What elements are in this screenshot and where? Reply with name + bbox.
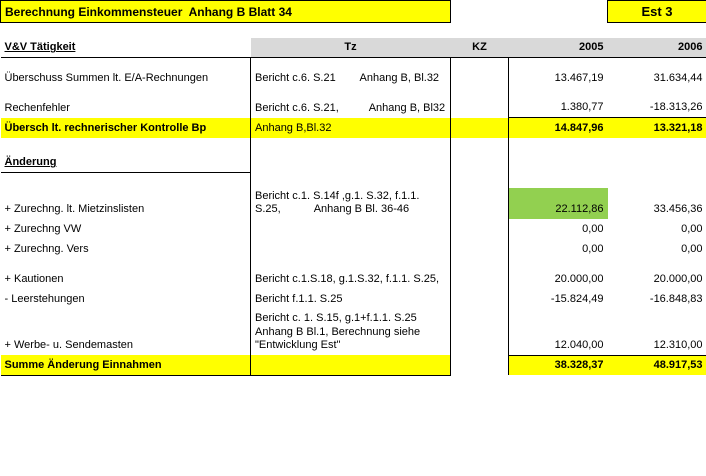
form-code: Est 3 xyxy=(608,1,706,23)
row-kz xyxy=(451,289,509,309)
row-value-2006: 0,00 xyxy=(681,223,703,236)
row-tz: Bericht f.1.1. S.25 xyxy=(251,289,451,309)
header-kz: KZ xyxy=(451,38,509,58)
title-row xyxy=(1,1,706,23)
header-year-2006: 2006 xyxy=(608,38,706,58)
spacer-cell xyxy=(251,138,451,153)
table-row xyxy=(1,88,706,118)
section-heading-kz xyxy=(451,153,509,173)
row-kz xyxy=(451,118,509,138)
row-label: Übersch lt. rechnerischer Kontrolle Bp xyxy=(1,118,251,138)
row-kz xyxy=(451,239,509,259)
spacer-cell xyxy=(251,23,451,38)
row-value-2006: 0,00 xyxy=(681,243,703,256)
row-value-2005: 0,00 xyxy=(582,223,604,236)
table-row-total xyxy=(1,355,706,375)
row-value-2005: 38.328,37 xyxy=(509,355,608,375)
row-label: + Werbe- u. Sendemasten xyxy=(4,339,134,352)
document-title: Berechnung Einkommensteuer Anhang B Blatt 34 xyxy=(1,1,451,23)
table-row xyxy=(1,58,706,88)
row-value-2006: 20.000,00 xyxy=(653,273,703,286)
row-label: + Zurechng. lt. Mietzinslisten xyxy=(4,203,145,216)
section-heading-row xyxy=(1,153,706,173)
row-value-2006: 33.456,36 xyxy=(653,203,703,216)
spacer-row-3 xyxy=(1,173,706,188)
table-row-total xyxy=(1,118,706,138)
table-row xyxy=(1,289,706,309)
row-label: Summe Änderung Einnahmen xyxy=(1,355,251,375)
row-value-2005: -15.824,49 xyxy=(550,293,604,306)
spacer-row-2 xyxy=(1,138,706,153)
row-tz xyxy=(251,219,451,239)
section-heading-y2 xyxy=(608,153,706,173)
row-label: - Leerstehungen xyxy=(4,293,85,306)
row-label: Überschuss Summen lt. E/A-Rechnungen xyxy=(4,71,209,84)
row-kz xyxy=(451,309,509,355)
table-row xyxy=(1,259,706,289)
row-label: + Zurechng VW xyxy=(4,223,82,236)
table-row xyxy=(1,219,706,239)
table-row xyxy=(1,309,706,355)
spacer-cell xyxy=(509,173,608,188)
row-value-2005: 13.467,19 xyxy=(554,71,604,84)
spacer-row-1 xyxy=(1,23,706,38)
title-spacer-y1 xyxy=(509,1,608,23)
row-value-2005: 22.112,86 xyxy=(509,188,608,220)
header-section: V&V Tätigkeit xyxy=(1,38,251,58)
row-value-2006: 48.917,53 xyxy=(608,355,706,375)
table-row xyxy=(1,188,706,220)
spacer-cell xyxy=(451,23,509,38)
spacer-cell xyxy=(608,173,706,188)
spacer-cell xyxy=(1,138,251,153)
table-row xyxy=(1,239,706,259)
row-label: Rechenfehler xyxy=(4,101,70,114)
row-tz: Bericht c.6. S.21, Anhang B, Bl32 xyxy=(251,88,451,118)
row-kz xyxy=(451,188,509,220)
spacer-cell xyxy=(251,173,451,188)
row-kz xyxy=(451,219,509,239)
row-value-2006: 12.310,00 xyxy=(608,309,706,355)
row-kz xyxy=(451,58,509,88)
column-header-row xyxy=(1,38,706,58)
row-value-2005: 14.847,96 xyxy=(509,118,608,138)
spacer-cell xyxy=(509,138,608,153)
row-value-2006: 13.321,18 xyxy=(608,118,706,138)
row-value-2006: -18.313,26 xyxy=(608,88,706,118)
spacer-cell xyxy=(509,23,608,38)
row-tz: Bericht c. 1. S.15, g.1+f.1.1. S.25 Anhang B Bl.1, Berechnung siehe "Entwicklung Est" xyxy=(251,309,451,355)
row-label: + Kautionen xyxy=(4,273,64,286)
spacer-cell xyxy=(608,138,706,153)
row-tz: Bericht c.6. S.21 Anhang B, Bl.32 xyxy=(251,58,451,88)
row-tz: Bericht c.1.S.18, g.1.S.32, f.1.1. S.25, xyxy=(251,259,451,289)
row-value-2005: 0,00 xyxy=(582,243,604,256)
row-value-2005: 20.000,00 xyxy=(554,273,604,286)
row-kz xyxy=(451,88,509,118)
spacer-cell xyxy=(451,138,509,153)
row-value-2006: -16.848,83 xyxy=(649,293,703,306)
row-label: + Zurechng. Vers xyxy=(4,243,89,256)
row-tz xyxy=(251,239,451,259)
spacer-cell xyxy=(451,173,509,188)
section-heading-aenderung: Änderung xyxy=(1,153,251,173)
row-tz xyxy=(251,355,451,375)
row-value-2006: 31.634,44 xyxy=(653,71,703,84)
row-value-2005: 1.380,77 xyxy=(509,88,608,118)
header-year-2005: 2005 xyxy=(509,38,608,58)
title-spacer-kz xyxy=(451,1,509,23)
row-value-2005: 12.040,00 xyxy=(509,309,608,355)
section-heading-tz xyxy=(251,153,451,173)
row-tz: Anhang B,Bl.32 xyxy=(251,118,451,138)
spacer-cell xyxy=(608,23,706,38)
header-tz: Tz xyxy=(251,38,451,58)
spacer-cell xyxy=(1,23,251,38)
section-heading-y1 xyxy=(509,153,608,173)
row-tz: Bericht c.1. S.14f ,g.1. S.32, f.1.1. S.25, Anhang B Bl. 36-46 xyxy=(251,188,451,220)
spacer-cell xyxy=(1,173,251,188)
row-kz xyxy=(451,259,509,289)
row-kz xyxy=(451,355,509,375)
